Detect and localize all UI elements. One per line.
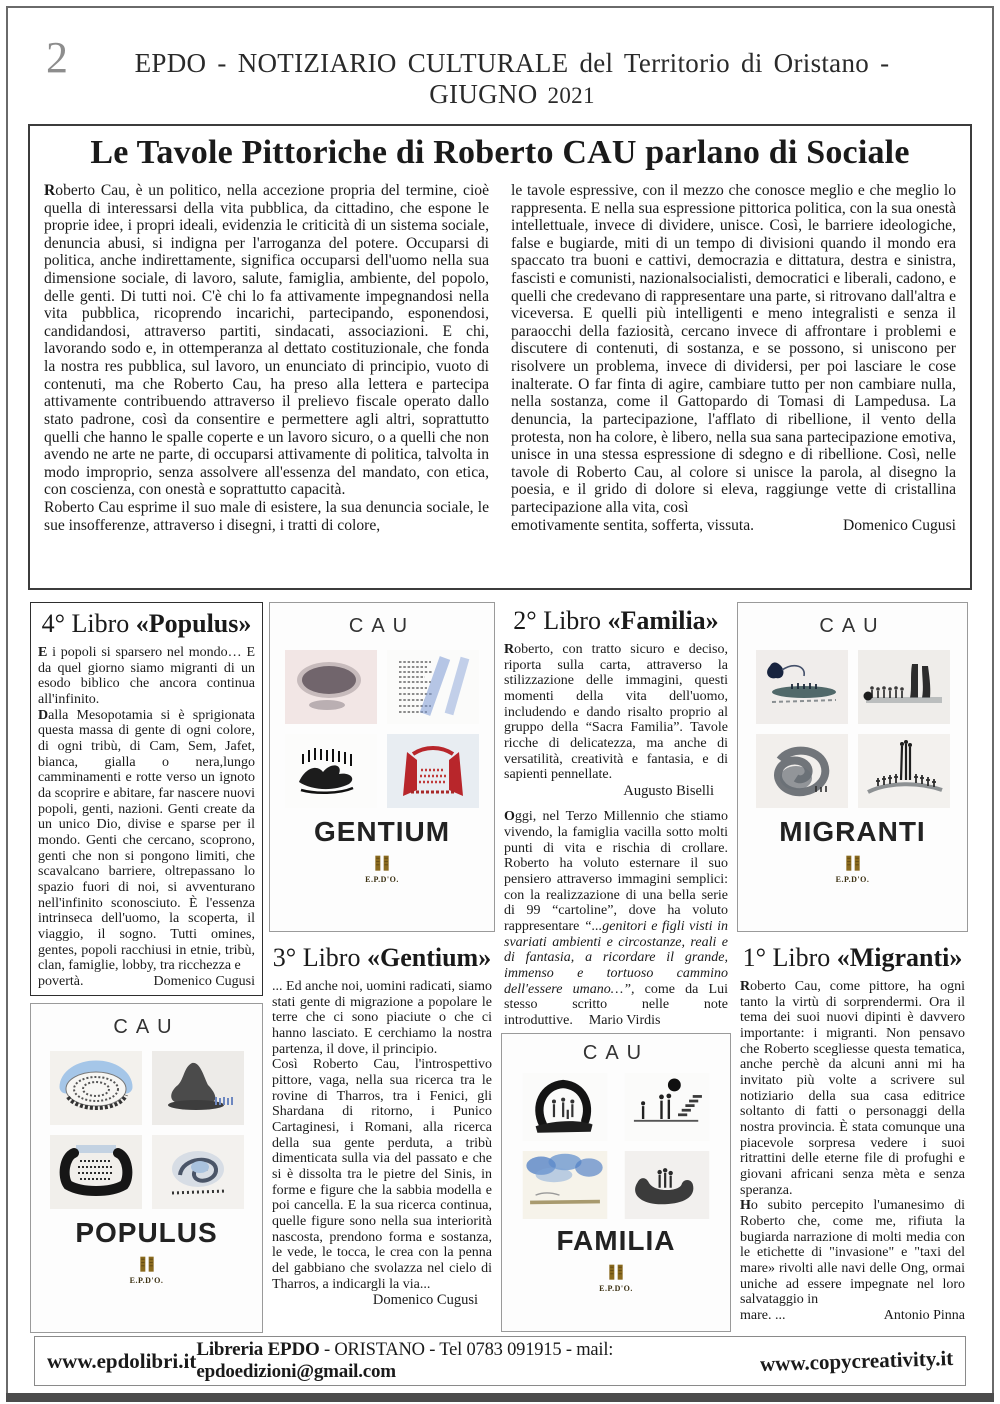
- book-title-prefix: 1° Libro: [742, 943, 837, 972]
- book-cover-populus: [30, 1003, 263, 1333]
- populus-text-box: [30, 602, 263, 996]
- footer-left-url: www.epdolibri.it: [47, 1348, 197, 1373]
- cover-title: GENTIUM: [313, 816, 451, 847]
- publisher-name: E.P.D'O.: [365, 875, 399, 884]
- cover-artist: CAU: [348, 615, 416, 637]
- publisher-name: E.P.D'O.: [835, 875, 870, 884]
- book-last-words: povertà.: [38, 974, 84, 990]
- article-paragraph: le tavole espressive, con il mezzo che conosce meglio e che meglio lo rappresenta. E nella sua espressione pittorica politica, con la sua onestà intellettuale, invece di dividere, unisce. Così, le barriere ideologiche, false e bugiarde, miti di un tempo di divisioni quando il mondo era spaccato tra buoni e cattivi, democrazia e dittatura, destra e sinistra, fascisti e comunisti, nazionalsocialisti, democratici e liberali, cadono, e quelli che credevano di rappresentare una parte, si ritrovano dall'altra e viceversa. E quelli più intelligenti e meno integralisti e senza il paraocchi della faziosità, cercano invece di affrontare i problemi e discutere di contenuti, di sostanza, e se possono, si uniscono per risolvere un problema, invece di dividersi, per poi lasciare le cose inalterate. O far finta di agire, cambiare tutto per non cambiare nulla, nella sostanza, come il Gattopardo di Tomasi di Lampedusa. La denuncia, la partecipazione, l'afflato di ribellione, il vento della protesta, non ha colore, è libero, nella sua sana partecipazione emotiva, unisce in una stessa espressione di sdegno e di ribellione. Così, nelle tavole di Roberto Cau, al colore si unisce la parola, al disegno la poesia, e il grido di dolore si eleva, raggiunge vette di cristallina partecipazione alla vita, così: [511, 182, 956, 516]
- epdo-logo-icon: [276, 854, 488, 874]
- publisher-name: E.P.D'O.: [599, 1284, 633, 1293]
- page-header: [0, 0, 1000, 110]
- newsletter-masthead: [68, 48, 956, 110]
- gentium-artwork-grid: [276, 650, 488, 808]
- cover-artist: CAU: [819, 615, 886, 637]
- paragraph-segment: come da Lui stesso scritto nelle note introduttive.: [504, 981, 728, 1026]
- footer-contact-info: [196, 1339, 759, 1383]
- paragraph-quote-italic: “...genitori e figli visti in svariati ambienti e circostanze, reali e di fantasia, a ricordare il grande, immenso e tortuoso cammino dell'essere umano…”,: [504, 918, 728, 997]
- article-paragraph: Roberto Cau, è un politico, nella accezione propria del termine, cioè quella di interessarsi della vita pubblica, da cittadino, che espone le proprie idee, i propri ideali, evidenzia le criticità di un sistema sociale, denuncia abusi, si indigna per l'arroganza del potere. Occuparsi di politica, anche indirettamente, significa occuparsi dell'uomo nella sua dimensione sociale, di lavoro, salute, famiglia, ambiente, del popolo, delle genti. Di tutti noi. C'è chi lo fa attivamente impegnandosi nella vita pubblica, ricoprendo incarichi, partecipando, esponendosi, candidandosi, attraverso partiti, sindacati, associazioni. E chi, lavorando sodo e, in ottemperanza al dettato costituzionale, che fonda la nostra res pubblica, sul lavoro, un enunciato di principio, vuoto di contenuti, ma che Roberto Cau, ha preso alla lettera e partecipa attivamente contribuendo attraverso il prelievo fiscale operato dallo stato padrone, così da consentire e permettere agli altri, soprattutto quelli che hanno le spalle coperte e un lavoro sicuro, o a quelli che non avendo ne arte ne parte, di occuparsi attivamente di politica, talvolta in modo improprio, senza assolvere all'essenza del mandato, con etica, con coscienza, con onestà e soprattutto capacità.: [44, 182, 489, 499]
- populus-artwork-stadium: [50, 1135, 142, 1209]
- article-columns: [44, 182, 956, 534]
- book-title-populus: [38, 609, 255, 639]
- footer-email: epdoedizioni@gmail.com: [196, 1361, 396, 1382]
- populus-text: [38, 645, 255, 990]
- familia-artwork-arch: [519, 1073, 611, 1141]
- populus-artwork-shell: [152, 1135, 244, 1209]
- bottom-bar: [6, 1393, 994, 1402]
- populus-artwork-crowd-tree: [152, 1051, 244, 1125]
- cover-title: FAMILIA: [556, 1225, 676, 1256]
- author-name: Domenico Cugusi: [842, 516, 956, 534]
- familia-artwork-grid: [508, 1073, 724, 1219]
- footer-address-phone: - ORISTANO - Tel 0783 091915 - mail:: [319, 1340, 614, 1360]
- gentium-artwork-dark-blob: [285, 650, 377, 724]
- epdo-logo-icon: [37, 1255, 256, 1275]
- book-paragraph: Roberto, con tratto sicuro e deciso, riporta sulla carta, attraverso la stilizzazione delle immagini, questi momenti della vita dell'uomo, includendo e dando risalto proprio al gruppo della “Sacra Familia”. Tavole ricche di delicatezza, ma anche di versatilità, creatività e fantasia, e di sapienti pennellate.: [504, 642, 728, 783]
- article-last-words: emotivamente sentita, sofferta, vissuta.: [511, 516, 755, 534]
- book-title-prefix: 3° Libro: [272, 943, 367, 972]
- book-paragraph: Dalla Mesopotamia si è sprigionata questa massa di gente di ogni colore, di ogni tribù, di Cam, Sem, Jafet, bianca, gialla o nera,lungo camminamenti e rotte verso un ignoto da scoprire e abitare, far nascere nuovi popoli, genti, nazioni. Genti create da un unico Dio, divise e sparse per il mondo. Genti che cercano, scoprono, genti che non si pongono limiti, che scavalcano barriere, oltrepassano lo spazio fuori di noi, si avventurano nell'infinito sconosciuto. È l'essenza intrinseca dell'uomo, la scoperta, il viaggio, il sogno. Tutti omines, gentes, popoli racchiusi in etnie, tribù, clan, famiglie, lobby, tra ricchezza e: [38, 707, 255, 974]
- migranti-text-box: [737, 939, 968, 1335]
- book-title-prefix: 2° Libro: [513, 606, 608, 635]
- book-title-name: «Familia»: [607, 606, 719, 635]
- book-title-name: «Populus»: [135, 609, 252, 638]
- book-cover-migranti: [737, 602, 968, 932]
- familia-artwork-watercolor-shore: [519, 1151, 611, 1219]
- paragraph-segment: Oggi, nel Terzo Millennio che stiamo vivendo, la famiglia vacilla sotto molti punti di vita e rischia di crollare. Roberto ha voluto esternare il suo pensiero attraverso immagini semplici: con la realizzazione di una bella serie di 99 “cartoline”, dove ha voluto rappresentare: [504, 809, 728, 934]
- masthead-text: EPDO - NOTIZIARIO CULTURALE del Territorio di Oristano - GIUGNO: [134, 48, 890, 109]
- book-title-gentium: [272, 943, 492, 973]
- author-name: Augusto Biselli: [623, 783, 714, 800]
- cover-title: MIGRANTI: [779, 816, 926, 847]
- gentium-artwork-blue-script: [387, 650, 479, 724]
- gentium-artwork-red-theatre: [387, 734, 479, 808]
- gentium-artwork-black-gesture: [285, 734, 377, 808]
- author-name: Domenico Cugusi: [372, 1292, 478, 1309]
- gentium-text-box: [269, 939, 495, 1335]
- book-last-line: [38, 974, 255, 990]
- author-name: Domenico Cugusi: [153, 974, 255, 990]
- familia-text-box: [501, 602, 731, 1026]
- main-article: [28, 124, 972, 590]
- article-column-right: [511, 182, 956, 534]
- book-paragraph: [504, 809, 728, 1026]
- publisher-name: E.P.D'O.: [129, 1276, 164, 1285]
- familia-artwork-boat: [621, 1151, 713, 1219]
- article-column-left: [44, 182, 489, 534]
- migranti-artwork-boat-on-water: [756, 650, 848, 724]
- cover-artist: CAU: [113, 1016, 180, 1038]
- footer-store-name: Libreria EPDO: [196, 1339, 320, 1360]
- epdo-logo-icon: [508, 1263, 724, 1283]
- book-paragraph: E i popoli si sparsero nel mondo… E da quel giorno siamo migranti di un esodo biblico che ancora continua all'infinito.: [38, 645, 255, 708]
- article-last-line: [511, 517, 956, 535]
- author-name: Antonio Pinna: [883, 1308, 965, 1324]
- article-title: Le Tavole Pittoriche di Roberto CAU parlano di Sociale: [90, 134, 910, 171]
- migranti-artwork-swirl: [756, 734, 848, 808]
- book-column-gentium: [269, 602, 495, 1335]
- cover-title: POPULUS: [75, 1217, 218, 1248]
- book-title-familia: [504, 606, 728, 636]
- masthead-year: 2021: [547, 83, 595, 108]
- book-title-migranti: [740, 943, 965, 973]
- cover-artist: CAU: [582, 1042, 650, 1064]
- book-cover-familia: [501, 1033, 731, 1332]
- book-last-words: mare. ...: [740, 1308, 786, 1324]
- book-last-line: [740, 1308, 965, 1324]
- familia-text: [504, 642, 728, 1026]
- footer-contact-bar: [34, 1336, 966, 1386]
- familia-artwork-stairway: [621, 1073, 713, 1141]
- book-title-name: «Gentium»: [366, 943, 492, 972]
- book-paragraph: Così Roberto Cau, l'introspettivo pittore, vaga, nella sua ricerca tra le rovine di Tharros, tra i Fenici, gli Shardana di ritorno, i Punico Cartaginesi, i Romani, alla ricerca della sua gente perduta, a tribù dimenticata sulla via del passato e che si è dissolta tra le pietre del Sinis, in forme e figure che la sabbia modella e poi cancella. E la sua ricerca continua, quelle figure sono nella sua interiorità nascosta, prendono forma e sostanza, le vede, le tocca, le crea con la penna del gabbiano che svolazza nel cielo di Tharros, a indicargli la via...: [272, 1057, 492, 1292]
- book-column-populus: [30, 602, 263, 1333]
- article-paragraph: Roberto Cau esprime il suo male di esistere, la sua denuncia sociale, le sue insofferenze, attraverso i disegni, i tratti di colore,: [44, 498, 489, 534]
- footer-right-url: www.copycreativity.it: [759, 1345, 954, 1376]
- populus-artwork-amphitheatre: [50, 1051, 142, 1125]
- page-number: 2: [46, 33, 68, 82]
- book-title-name: «Migranti»: [836, 943, 963, 972]
- book-paragraph: Ho subito percepito l'umanesimo di Roberto che, come me, rifiuta la bugiarda narrazione di molti media con le etichette di "invasione" e "taxi del mare» rivolti alle navi delle Ong, ormai uniche ad essere impegnate nel loro salvataggio in: [740, 1198, 965, 1308]
- book-column-migranti: [737, 602, 968, 1335]
- book-cover-gentium: [269, 602, 495, 932]
- migranti-text: [740, 979, 965, 1324]
- book-title-prefix: 4° Libro: [41, 609, 136, 638]
- book-paragraph: ... Ed anche noi, uomini radicati, siamo stati gente di migrazione a popolare le terre che ci sono piaciute o che ci hanno lasciato. E cerchiamo la nostra partenza, il dove, il principio.: [272, 979, 492, 1057]
- book-column-familia: [501, 602, 731, 1332]
- epdo-logo-icon: [744, 854, 961, 874]
- migranti-artwork-marching-legs: [858, 650, 950, 724]
- book-paragraph: Roberto Cau, come pittore, ha ogni tanto la virtù di sorprendermi. Ora il tema dei suoi nuovi dipinti è davvero importante: i migranti. Non pensavo che Roberto scegliesse questa tematica, anche perchè da alcuni anni mi ha invitato più volte a scrivere sul notiziario della sua casa editrice soltanto di fatti o personaggi della nostra provincia. È stata comunque una piacevole sorpresa vedere i suoi ritrattini delle eterne file di profughi e giovani africani senza mèta e senza speranza.: [740, 979, 965, 1198]
- gentium-text: [272, 979, 492, 1309]
- populus-artwork-grid: [37, 1051, 256, 1209]
- books-section: [0, 590, 1000, 1335]
- migranti-artwork-tower-of-figures: [858, 734, 950, 808]
- author-name: Mario Virdis: [588, 1013, 661, 1026]
- migranti-artwork-grid: [744, 650, 961, 808]
